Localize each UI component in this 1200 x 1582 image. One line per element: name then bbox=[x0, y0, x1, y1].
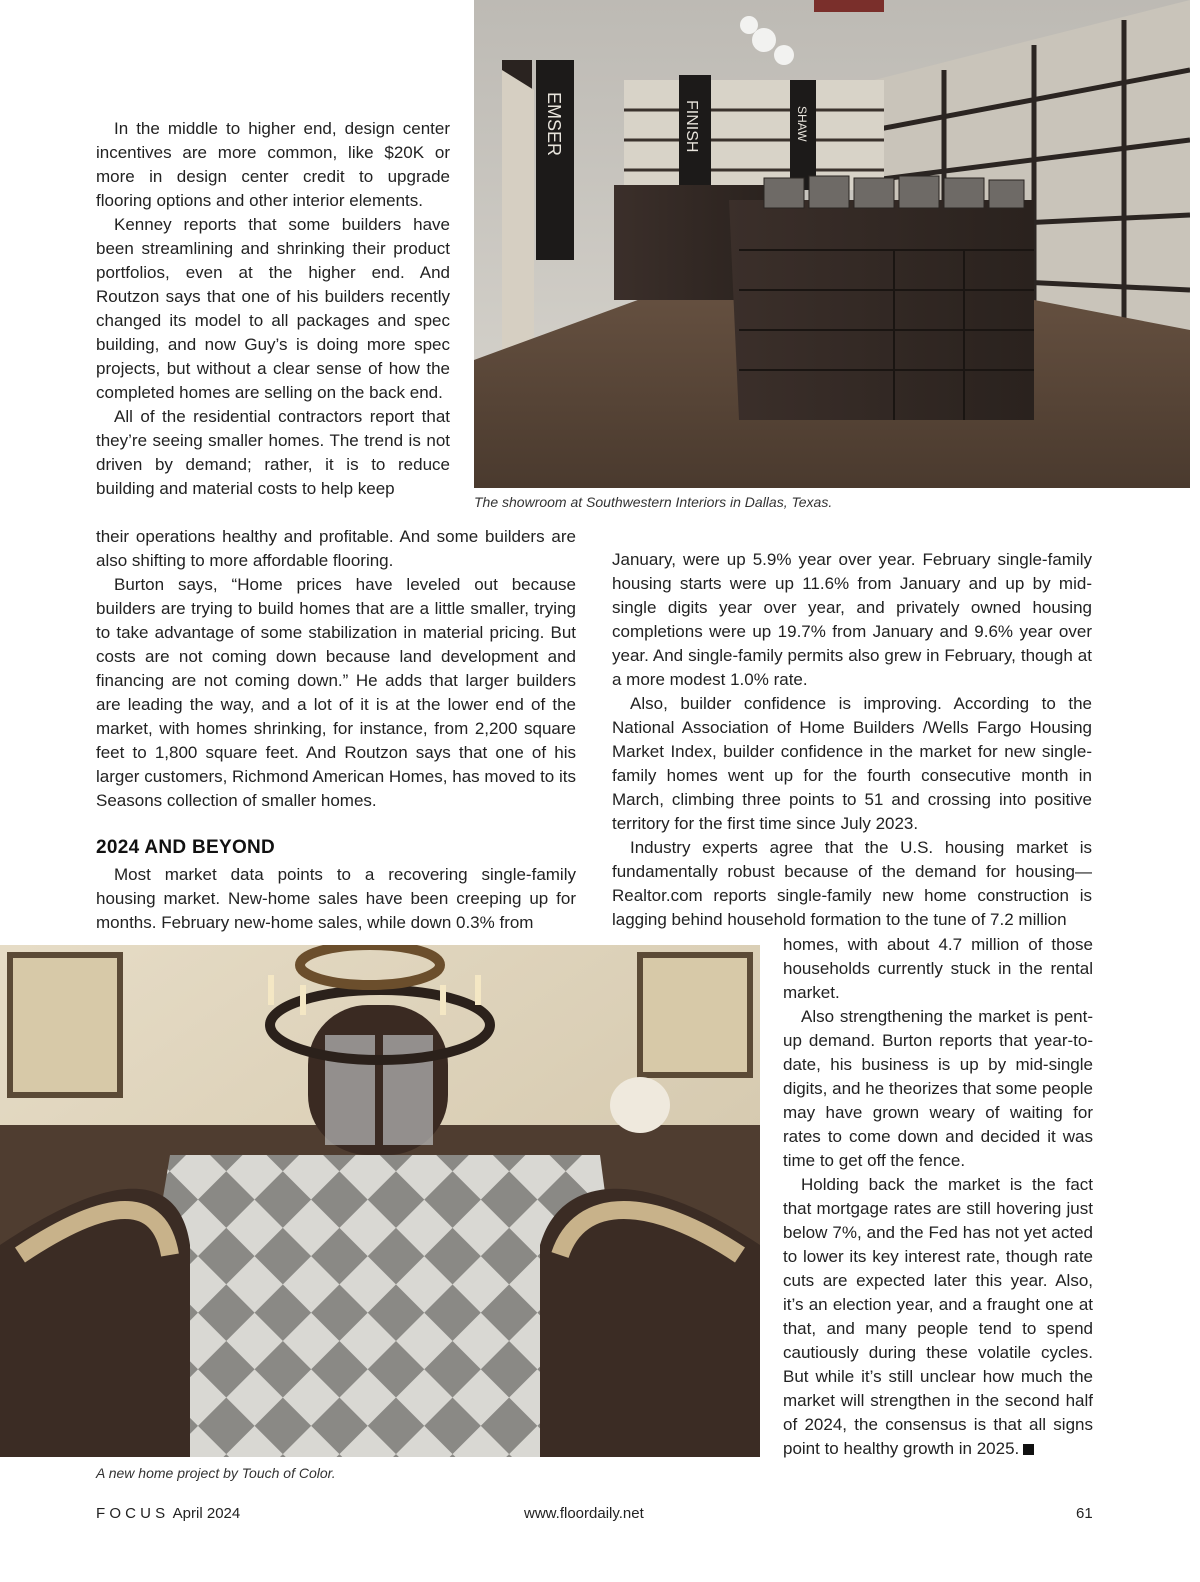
paragraph: Most market data points to a recovering single-family housing market. New-home sales have been creeping up for months. February new-home sales, while down 0.3% from bbox=[96, 865, 576, 932]
paragraph bbox=[783, 1173, 1093, 1461]
paragraph-continued: homes, with about 4.7 million of those households currently stuck in the rental market. bbox=[783, 935, 1093, 1002]
paragraph: Also strengthening the market is pent-up demand. Burton reports that year-to-date, his business is up by mid-single digits, and he theorizes that some people may have grown weary of waiting for rates to come down and decided it was time to get off the fence. bbox=[783, 1007, 1093, 1170]
sign-shaw: SHAW bbox=[795, 106, 809, 142]
sign-finish: FINISH bbox=[683, 100, 700, 153]
paragraph: In the middle to higher end, design center incentives are more common, like $20K or more in design center credit to upgrade flooring options and other interior elements. bbox=[96, 119, 450, 210]
left-column-top bbox=[96, 117, 450, 501]
footer-publication: F O C U S April 2024 bbox=[96, 1505, 241, 1522]
showroom-caption: The showroom at Southwestern Interiors in Dallas, Texas. bbox=[474, 494, 833, 510]
home-project-photo bbox=[0, 945, 760, 1457]
foyer-illustration bbox=[0, 945, 760, 1457]
paragraph-text: Holding back the market is the fact that mortgage rates are still hovering just below 7%, and the Fed has not yet acted to lower its key interest rate, though rate cuts are expected later this year. Also, it’s an election year, and a fraught one at that, and many people tend to spend cautiously during these volatile cycles. But while it’s still unclear how much the market will strengthen in the second half of 2024, the consensus is that all signs point to healthy growth in 2025. bbox=[783, 1175, 1093, 1458]
right-column-middle bbox=[612, 548, 1092, 932]
footer-website[interactable]: www.floordaily.net bbox=[524, 1505, 644, 1522]
paragraph: Kenney reports that some builders have been streamlining and shrinking their product portfolios, even at the higher end. And Routzon says that one of his builders recently changed its model to all packages and spec building, and now Guy’s is doing more spec projects, but without a clear sense of how the completed homes are selling on the back end. bbox=[96, 215, 450, 402]
sign-emser: EMSER bbox=[544, 92, 564, 157]
section-heading: 2024 AND BEYOND bbox=[96, 837, 276, 858]
paragraph: Also, builder confidence is improving. According to the National Association of Home Builders /Wells Fargo Housing Market Index, builder confidence in the market for new single-family homes went up for the fourth consecutive month in March, climbing three points to 51 and crossing into positive territory for the first time since July 2023. bbox=[612, 694, 1092, 833]
right-column-bottom bbox=[783, 933, 1093, 1461]
paragraph: All of the residential contractors report that they’re seeing smaller homes. The trend is not driven by demand; rather, it is to reduce building and material costs to help keep bbox=[96, 407, 450, 498]
paragraph-continued: their operations healthy and profitable. And some builders are also shifting to more affordable flooring. bbox=[96, 527, 576, 570]
showroom-photo bbox=[474, 0, 1190, 488]
paragraph: Industry experts agree that the U.S. housing market is fundamentally robust because of the demand for housing—Realtor.com reports single-family new home construction is lagging behind household formation to the tune of 7.2 million bbox=[612, 838, 1092, 929]
page-number: 61 bbox=[1076, 1505, 1093, 1522]
showroom-illustration bbox=[474, 0, 1190, 488]
paragraph-continued: January, were up 5.9% year over year. February single-family housing starts were up 11.6% from January and up by mid-single digits year over year, and privately owned housing completions were up 19.7% from January and 9.6% year over year. And single-family permits also grew in February, though at a more modest 1.0% rate. bbox=[612, 550, 1092, 689]
left-column-middle bbox=[96, 525, 576, 935]
end-mark-icon bbox=[1023, 1444, 1034, 1455]
paragraph: Burton says, “Home prices have leveled out because builders are trying to build homes that are a little smaller, trying to take advantage of some stabilization in material pricing. But costs are not coming down because land development and financing are not coming down.” He adds that larger builders are leading the way, and a lot of it is at the lower end of the market, with homes shrinking, for instance, from 2,200 square feet to 1,800 square feet. And Routzon says that one of his larger customers, Richmond American Homes, has moved to its Seasons collection of smaller homes. bbox=[96, 575, 576, 810]
home-project-caption: A new home project by Touch of Color. bbox=[96, 1465, 336, 1481]
